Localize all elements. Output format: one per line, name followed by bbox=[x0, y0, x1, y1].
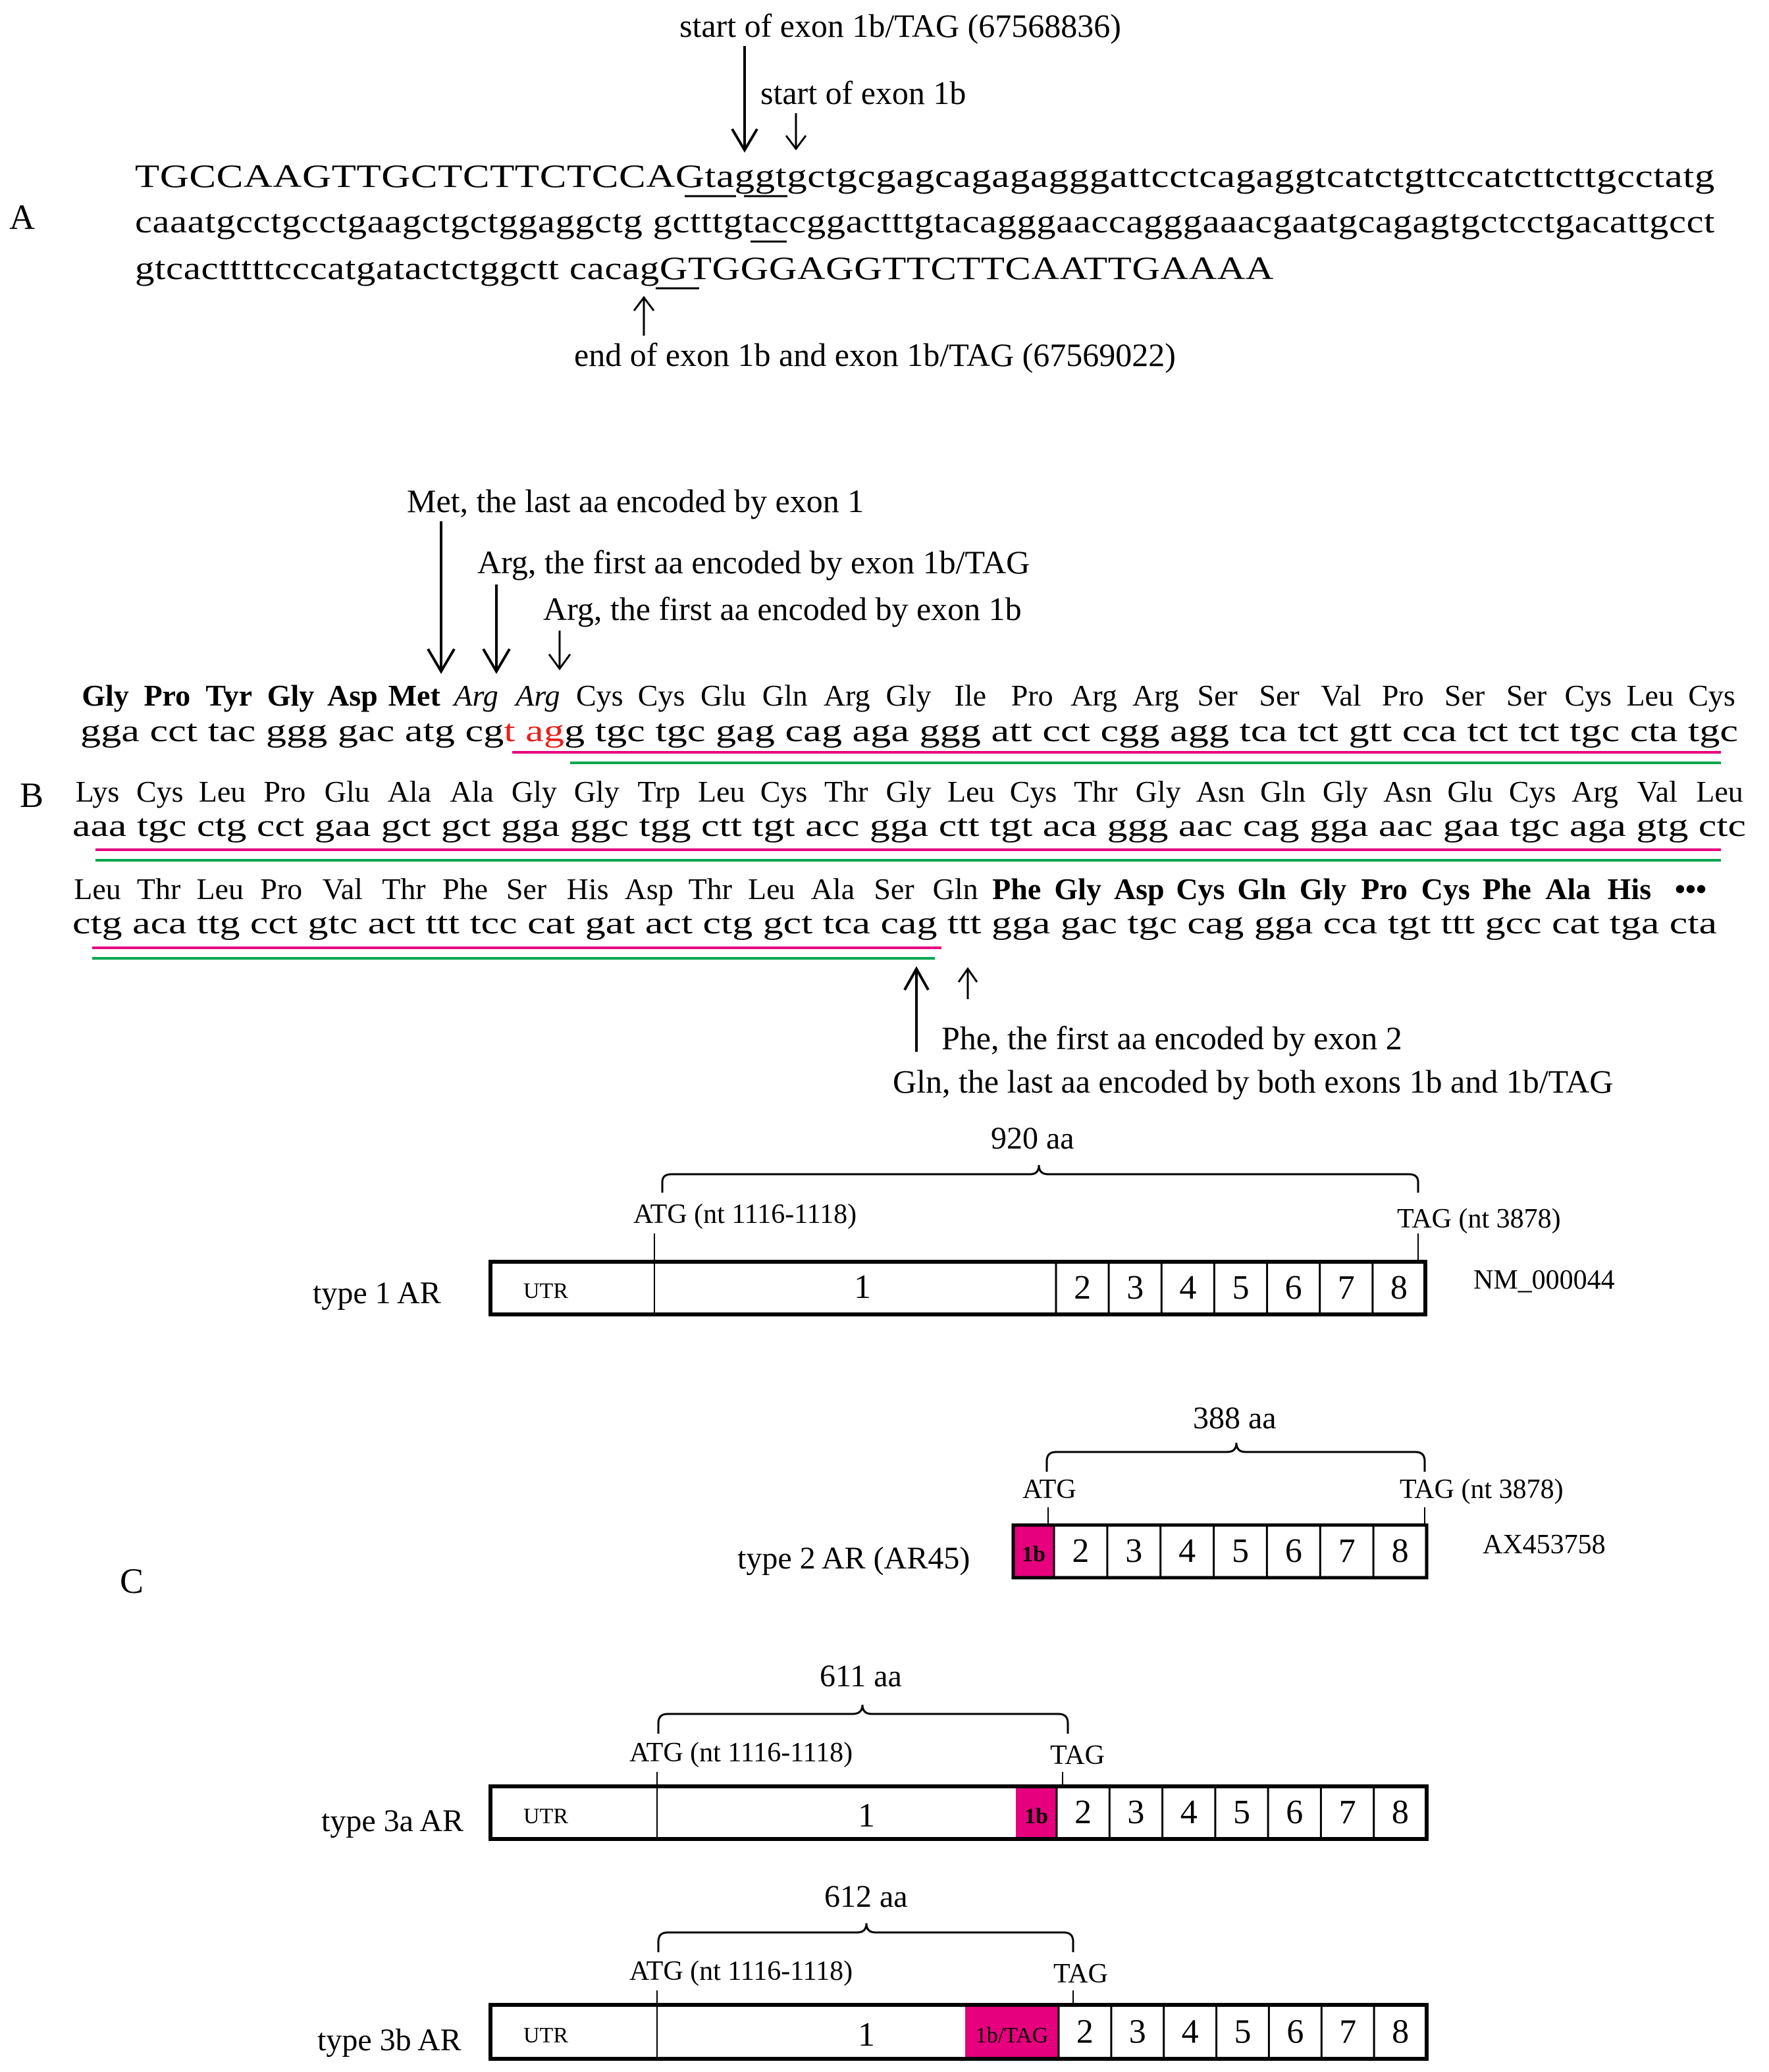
codon: cat bbox=[527, 906, 565, 941]
amino-acid: Cys bbox=[1421, 872, 1470, 906]
amino-acid: Pro bbox=[1011, 679, 1053, 712]
sequence-line-1 bbox=[135, 157, 1715, 194]
amino-acid: Ala bbox=[450, 775, 494, 808]
amino-acid: Gly bbox=[885, 775, 932, 808]
amino-acid: Asp bbox=[1113, 872, 1165, 906]
codon: tct bbox=[1467, 713, 1499, 748]
exon-number: 2 bbox=[1074, 1269, 1092, 1307]
arrow-arg-exon-1b-tag bbox=[483, 584, 510, 671]
type-3a-utr: UTR bbox=[523, 1804, 568, 1828]
codon: ctg bbox=[72, 906, 111, 941]
arrow-arg-exon-1b bbox=[549, 631, 570, 669]
codon: gga bbox=[1254, 906, 1300, 941]
annotation-arg-first-exon-1b: Arg, the first aa encoded by exon 1b bbox=[543, 590, 1022, 627]
type-1-utr: UTR bbox=[523, 1279, 568, 1303]
codon: cag bbox=[785, 713, 830, 748]
amino-acid: Leu bbox=[74, 872, 121, 906]
codon: tga bbox=[1609, 906, 1649, 941]
amino-acid: Leu bbox=[198, 775, 246, 808]
amino-acid: Arg bbox=[454, 679, 498, 712]
exon-number: 6 bbox=[1286, 2013, 1304, 2051]
amino-acid: Glu bbox=[700, 679, 746, 712]
amino-acid: Gly bbox=[573, 775, 620, 808]
type-2-label: type 2 AR (AR45) bbox=[737, 1541, 970, 1576]
codon: gga bbox=[991, 906, 1038, 941]
amino-acid: Arg bbox=[1571, 775, 1618, 808]
codon: aca bbox=[132, 906, 175, 941]
panel-label-c: C bbox=[120, 1561, 144, 1601]
codon: cct bbox=[1042, 713, 1080, 748]
stop-codon-base: t bbox=[504, 713, 513, 748]
exon-number: 6 bbox=[1284, 1269, 1302, 1307]
exon-number: 4 bbox=[1179, 1269, 1197, 1307]
codon: gaa bbox=[314, 808, 359, 843]
exon-number: 2 bbox=[1074, 1794, 1092, 1831]
amino-acid: Pro bbox=[1381, 679, 1424, 712]
codon: tca bbox=[1239, 713, 1277, 748]
codon: cct bbox=[149, 713, 187, 748]
amino-acid: Phe bbox=[992, 872, 1042, 906]
codon: tgg bbox=[639, 808, 679, 843]
type-2-accession: AX453758 bbox=[1483, 1530, 1606, 1560]
amino-acid: Cys bbox=[1176, 872, 1225, 906]
exon-number: 7 bbox=[1337, 1269, 1355, 1307]
type-2-exon-1b-label: 1b bbox=[1022, 1542, 1045, 1567]
panel-label-b: B bbox=[20, 775, 44, 815]
amino-acid: Pro bbox=[260, 872, 303, 906]
type-3b-brace bbox=[658, 1923, 1073, 1952]
codon: tgc bbox=[655, 713, 695, 748]
amino-acid: Leu bbox=[697, 775, 745, 808]
codon: tgt bbox=[1387, 906, 1421, 941]
amino-acid: Gly bbox=[885, 679, 932, 712]
codon: tct bbox=[1518, 713, 1550, 748]
codon: tca bbox=[822, 906, 860, 941]
amino-acid: Thr bbox=[136, 872, 181, 906]
amino-acid: Ser bbox=[1444, 679, 1485, 712]
amino-acid: Thr bbox=[688, 872, 733, 906]
amino-acid: Ser bbox=[1506, 679, 1547, 712]
codon: cag bbox=[880, 906, 925, 941]
sequence-line-3 bbox=[135, 249, 1274, 286]
amino-acid: Ser bbox=[874, 872, 914, 906]
amino-acid: Cys bbox=[576, 679, 623, 712]
amino-acid: Cys bbox=[1564, 679, 1612, 712]
type-1-brace bbox=[662, 1165, 1418, 1193]
codon: aac bbox=[1178, 808, 1221, 843]
exon-number: 5 bbox=[1232, 1269, 1250, 1307]
codon: gct bbox=[440, 808, 480, 843]
type-3a-ar-diagram bbox=[321, 1659, 1427, 1839]
exon-number: 5 bbox=[1232, 1532, 1249, 1570]
amino-acid: Lys bbox=[75, 775, 120, 808]
codon: gga bbox=[500, 808, 547, 843]
codon: cgg bbox=[1100, 713, 1146, 748]
type-3a-exon-1: 1 bbox=[858, 1797, 875, 1834]
annotation-start-exon-1b: start of exon 1b bbox=[760, 74, 966, 111]
codon: tgc bbox=[136, 808, 176, 843]
amino-acid: Cys bbox=[1009, 775, 1057, 808]
codon: aac bbox=[1378, 808, 1421, 843]
amino-acid: Arg bbox=[1070, 679, 1117, 712]
amino-acid: Val bbox=[1321, 679, 1361, 712]
amino-acid: Asn bbox=[1196, 775, 1245, 808]
codon: gac bbox=[337, 713, 382, 748]
codon: cta bbox=[1629, 713, 1667, 748]
codon: ag bbox=[525, 713, 556, 748]
codon-row bbox=[72, 906, 1717, 941]
annotation-met-last-exon-1: Met, the last aa encoded by exon 1 bbox=[407, 482, 864, 519]
exon-number: 2 bbox=[1072, 1532, 1090, 1570]
amino-acid: Cys bbox=[637, 679, 685, 712]
codon: gcc bbox=[1485, 906, 1529, 941]
codon: ttt bbox=[425, 906, 452, 941]
amino-acid: Cys bbox=[136, 775, 184, 808]
amino-acid: Pro bbox=[263, 775, 306, 808]
exon-number: 8 bbox=[1391, 1532, 1409, 1570]
arrow-start-exon-1b-tag bbox=[732, 46, 757, 150]
type-2-brace bbox=[1047, 1443, 1425, 1472]
amino-acid: Phe bbox=[442, 872, 488, 906]
amino-acid: Ser bbox=[1197, 679, 1238, 712]
amino-acid: Leu bbox=[748, 872, 795, 906]
codon: gat bbox=[585, 906, 624, 941]
sequence-line-1-lower: taggtgctgcgagcagagagggattcctcagaggtcatctgttccatcttcttgcctatg bbox=[704, 157, 1535, 194]
type-3b-span: 612 aa bbox=[824, 1879, 908, 1914]
codon: g bbox=[564, 713, 580, 748]
codon: cat bbox=[1552, 906, 1589, 941]
amino-acid: Ser bbox=[506, 872, 547, 906]
codon: cg bbox=[465, 713, 495, 748]
type-1-span: 920 aa bbox=[991, 1121, 1074, 1156]
arrow-phe bbox=[959, 969, 977, 999]
arrow-end-exon-1b bbox=[634, 298, 654, 336]
exon-number: 4 bbox=[1178, 1532, 1196, 1570]
codon: agg bbox=[1170, 713, 1216, 748]
codon: ctt bbox=[701, 808, 733, 843]
amino-acid: ••• bbox=[1674, 872, 1707, 906]
sequence-line-3-upper: GTGGGAGGTTCTTCAATTGAAAA bbox=[659, 249, 1181, 286]
codon: ttt bbox=[1440, 906, 1467, 941]
type-2-start-codon: ATG bbox=[1022, 1474, 1076, 1505]
type-3b-start-codon: ATG (nt 1116-1118) bbox=[629, 1956, 853, 1986]
amino-acid: Glu bbox=[1447, 775, 1493, 808]
panel-label-a: A bbox=[9, 197, 35, 237]
exon-number: 8 bbox=[1391, 1794, 1409, 1831]
type-3a-brace bbox=[658, 1705, 1068, 1734]
amino-acid: Glu bbox=[324, 775, 370, 808]
amino-acid: Trp bbox=[637, 775, 681, 808]
codon: tgc bbox=[1570, 713, 1608, 748]
amino-acid: Gly bbox=[1299, 872, 1347, 906]
amino-acid: Ala bbox=[387, 775, 432, 808]
amino-acid: Arg bbox=[823, 679, 870, 712]
codon: ctg bbox=[196, 808, 236, 843]
exon-number: 7 bbox=[1338, 1532, 1356, 1570]
codon: cag bbox=[1242, 808, 1287, 843]
type-2-exons bbox=[1054, 1525, 1409, 1578]
exon-number: 8 bbox=[1390, 1269, 1408, 1307]
amino-acid: Gln bbox=[1237, 872, 1286, 906]
codon: ctc bbox=[1698, 808, 1735, 843]
codon: ctt bbox=[938, 808, 970, 843]
codon: act bbox=[367, 906, 405, 941]
amino-acid: Gly bbox=[267, 679, 315, 712]
type-3b-ar-diagram bbox=[317, 1879, 1427, 2059]
exon-number: 2 bbox=[1076, 2013, 1094, 2051]
amino-acid: Asp bbox=[624, 872, 673, 906]
annotation-gln-last-exon-1b: Gln, the last aa encoded by both exons 1b and 1b/TAG bbox=[893, 1063, 1614, 1100]
amino-acid: Met bbox=[388, 679, 440, 712]
amino-acid: Leu bbox=[1696, 775, 1743, 808]
type-3a-label: type 3a AR bbox=[321, 1803, 463, 1838]
type-2-stop-codon: TAG (nt 3878) bbox=[1400, 1474, 1564, 1505]
annotation-start-exon-1b-tag: start of exon 1b/TAG (67568836) bbox=[679, 7, 1121, 44]
amino-acid: Leu bbox=[947, 775, 995, 808]
exon-number: 8 bbox=[1392, 2013, 1410, 2051]
type-3b-stop-codon: TAG bbox=[1053, 1959, 1108, 1989]
codon: aga bbox=[852, 713, 897, 748]
type-3a-start-codon: ATG (nt 1116-1118) bbox=[629, 1738, 853, 1768]
exon-number: 4 bbox=[1181, 2013, 1199, 2051]
codon: gct bbox=[762, 906, 802, 941]
type-3b-label: type 3b AR bbox=[317, 2023, 462, 2058]
amino-acid: Gly bbox=[1135, 775, 1181, 808]
codon: ctg bbox=[702, 906, 742, 941]
amino-acid: Gly bbox=[1054, 872, 1101, 906]
translation-block bbox=[72, 679, 1746, 941]
sequence-line-3-lower: gtcactttttcccatgatactctggctt cacag bbox=[135, 249, 581, 286]
codon: ggg bbox=[1107, 808, 1155, 843]
amino-acid: Asp bbox=[327, 679, 378, 712]
codon: cca bbox=[1323, 906, 1365, 941]
amino-acid: Gln bbox=[762, 679, 808, 712]
amino-acid: Phe bbox=[1482, 872, 1531, 906]
amino-acid: Cys bbox=[760, 775, 808, 808]
codon: ggg bbox=[265, 713, 313, 748]
amino-acid: Thr bbox=[824, 775, 868, 808]
exon-number: 7 bbox=[1339, 2013, 1357, 2051]
codon: acc bbox=[805, 808, 848, 843]
exon-number: 5 bbox=[1233, 1794, 1250, 1831]
codon: tgt bbox=[752, 808, 785, 843]
amino-acid: Leu bbox=[196, 872, 244, 906]
codon: cct bbox=[256, 808, 294, 843]
codon: aaa bbox=[72, 808, 115, 843]
codon: ttt bbox=[947, 906, 974, 941]
codon: act bbox=[645, 906, 682, 941]
codon: cca bbox=[1402, 713, 1444, 748]
exon-number: 3 bbox=[1126, 1269, 1144, 1307]
amino-acid: Val bbox=[322, 872, 363, 906]
codon: ggg bbox=[919, 713, 967, 748]
arrow-met bbox=[428, 521, 454, 671]
amino-acid: Ile bbox=[954, 679, 987, 712]
codon: gag bbox=[716, 713, 762, 748]
exon-number: 3 bbox=[1128, 2013, 1146, 2051]
amino-acid: Asn bbox=[1383, 775, 1433, 808]
amino-acid: Ser bbox=[1259, 679, 1300, 712]
codon: gtg bbox=[1636, 808, 1677, 843]
codon: tgc bbox=[1687, 713, 1727, 748]
codon: gga bbox=[869, 808, 916, 843]
amino-acid: His bbox=[1607, 872, 1652, 906]
amino-acid: Gly bbox=[82, 679, 129, 712]
type-2-span: 388 aa bbox=[1193, 1401, 1277, 1436]
exon-number: 6 bbox=[1286, 1794, 1304, 1831]
annotation-phe-first-exon-2: Phe, the first aa encoded by exon 2 bbox=[941, 1020, 1402, 1056]
type-1-stop-codon: TAG (nt 3878) bbox=[1397, 1204, 1561, 1234]
sequence-line-2: caaatgcctgcctgaagctgctggaggctg gctttgtaccggactttgtacagggaaccagggaaacgaatgcagagtgctcctgacattgcct bbox=[135, 203, 1715, 240]
type-1-label: type 1 AR bbox=[313, 1276, 441, 1310]
amino-acid: Pro bbox=[144, 679, 191, 712]
amino-acid: Thr bbox=[1074, 775, 1118, 808]
amino-acid: Cys bbox=[1508, 775, 1556, 808]
codon: tgc bbox=[1127, 906, 1166, 941]
codon: gac bbox=[1060, 906, 1105, 941]
exon-number: 6 bbox=[1284, 1532, 1302, 1570]
amino-acid: Gly bbox=[511, 775, 557, 808]
codon: tac bbox=[207, 713, 245, 748]
amino-acid: Tyr bbox=[205, 679, 253, 712]
type-1-ar-diagram bbox=[313, 1121, 1615, 1314]
sequence-line-1-upper: TGCCAAGTTGCTCTTCTCCAG bbox=[135, 157, 603, 194]
type-1-accession: NM_000044 bbox=[1473, 1265, 1615, 1295]
codon: tgc bbox=[1510, 808, 1548, 843]
exon-number: 1 bbox=[854, 1268, 871, 1306]
amino-acid: Gly bbox=[1322, 775, 1368, 808]
codon-row bbox=[72, 808, 1746, 843]
codon: gaa bbox=[1442, 808, 1487, 843]
type-3b-exon-1: 1 bbox=[858, 2016, 875, 2054]
amino-acid: Ala bbox=[810, 872, 855, 906]
exon-number: 5 bbox=[1234, 2013, 1252, 2051]
codon: aca bbox=[1042, 808, 1085, 843]
codon: gtc bbox=[307, 906, 347, 941]
annotation-end-exon-1b: end of exon 1b and exon 1b/TAG (67569022) bbox=[574, 336, 1176, 373]
codon: gct bbox=[381, 808, 420, 843]
codon: atg bbox=[404, 713, 444, 748]
amino-acid: Cys bbox=[1688, 679, 1735, 712]
amino-acid: Leu bbox=[1626, 679, 1674, 712]
codon: gtt bbox=[1348, 713, 1383, 748]
type-1-exons bbox=[654, 1262, 1408, 1314]
amino-acid: Gln bbox=[932, 872, 978, 906]
codon: cag bbox=[1187, 906, 1232, 941]
codon: tgt bbox=[990, 808, 1023, 843]
type-3b-utr: UTR bbox=[523, 2023, 568, 2048]
exon-number: 7 bbox=[1338, 1794, 1356, 1831]
arrow-gln bbox=[905, 969, 928, 1052]
type-3a-stop-codon: TAG bbox=[1050, 1740, 1105, 1771]
exon-number: 4 bbox=[1180, 1794, 1198, 1831]
codon: cct bbox=[250, 906, 287, 941]
codon: ggc bbox=[569, 808, 616, 843]
exon-number: 3 bbox=[1125, 1532, 1143, 1570]
annotation-arg-first-exon-1b-tag: Arg, the first aa encoded by exon 1b/TAG bbox=[477, 544, 1030, 581]
amino-acid: Val bbox=[1637, 775, 1677, 808]
type-3a-span: 611 aa bbox=[820, 1659, 902, 1694]
amino-acid: Arg bbox=[515, 679, 560, 712]
codon: tcc bbox=[469, 906, 507, 941]
type-1-start-codon: ATG (nt 1116-1118) bbox=[633, 1199, 857, 1230]
type-2-ar-diagram bbox=[737, 1401, 1606, 1578]
amino-acid: Pro bbox=[1361, 872, 1408, 906]
codon-row bbox=[80, 713, 1738, 748]
amino-acid: Thr bbox=[382, 872, 426, 906]
codon: gga bbox=[1309, 808, 1356, 843]
amino-acid: Arg bbox=[1132, 679, 1179, 712]
codon: aga bbox=[1570, 808, 1614, 843]
type-3a-exon-1b-label: 1b bbox=[1024, 1804, 1048, 1828]
arrow-start-exon-1b bbox=[786, 113, 806, 149]
codon: gga bbox=[80, 713, 126, 748]
amino-acid: Gln bbox=[1260, 775, 1306, 808]
codon: cta bbox=[1669, 906, 1706, 941]
codon: att bbox=[991, 713, 1023, 748]
amino-acid: Ala bbox=[1545, 872, 1591, 906]
type-3b-exon-1b-tag-label: 1b/TAG bbox=[975, 2023, 1049, 2048]
codon: tct bbox=[1297, 713, 1329, 748]
exon-number: 3 bbox=[1127, 1794, 1145, 1831]
codon: ttg bbox=[197, 906, 230, 941]
amino-acid: His bbox=[566, 872, 609, 906]
codon: tgc bbox=[594, 713, 634, 748]
